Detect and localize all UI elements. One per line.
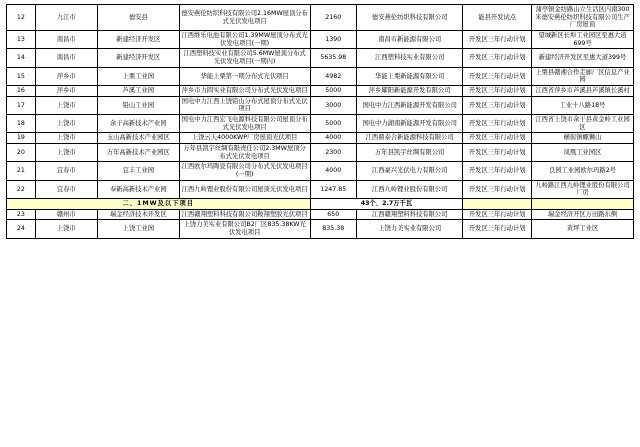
- cell-site: 九岭路江西九岭锂业股份有限公司厂房: [532, 180, 634, 198]
- cell-project: 萍乡市力圆实业有限公司分布式光伏发电项目: [179, 86, 310, 97]
- cell-index: 19: [7, 133, 36, 144]
- table-row: [7, 86, 634, 97]
- section-count: 43个、2.7万千瓦: [310, 199, 463, 210]
- cell-index: 16: [7, 86, 36, 97]
- cell-index: 24: [7, 220, 36, 238]
- cell-department: 开发区三年行动计划: [463, 144, 532, 162]
- cell-site: 工业十八路18号: [532, 96, 634, 114]
- cell-capacity: 835.38: [310, 220, 357, 238]
- cell-index: 15: [7, 67, 36, 85]
- cell-county: 万年高新技术产业园区: [97, 144, 179, 162]
- cell-project: 德安燕伦纺织科技有限公司2.16MW屋顶分布式光伏发电项目: [179, 5, 310, 31]
- cell-site: 江西省上饶市余干县黄金岭工业园区: [532, 115, 634, 133]
- cell-county: 玉山高新技术产业园区: [97, 133, 179, 144]
- cell-county: 新建经济开发区: [97, 31, 179, 49]
- cell-index: 22: [7, 180, 36, 198]
- cell-site: 望城新区长埠工业园区至惠大道699号: [532, 31, 634, 49]
- cell-department: 开发区三年行动计划: [463, 86, 532, 97]
- cell-owner: 南昌市新能源有限公司: [357, 31, 463, 49]
- cell-city: 上饶市: [35, 115, 97, 133]
- cell-site: 横街镇螺狮山: [532, 133, 634, 144]
- cell-owner: 国电中力江西新能源开发有限公司: [357, 96, 463, 114]
- cell-department: 开发区三年行动计划: [463, 49, 532, 67]
- cell-department: 开发区三年行动计划: [463, 180, 532, 198]
- section-blank-dept: [463, 199, 532, 210]
- table-row: [7, 96, 634, 114]
- table-row: [7, 162, 634, 180]
- cell-project: 江西欧尔玛陶瓷有限公司分布式光伏发电项目(一期): [179, 162, 310, 180]
- cell-owner: 江西鼎泰合新能源科技有限公司: [357, 133, 463, 144]
- cell-county: 芦溪工业园: [97, 86, 179, 97]
- table-row: [7, 133, 634, 144]
- table-row: [7, 144, 634, 162]
- cell-index: 17: [7, 96, 36, 114]
- cell-county: 上栗工业园: [97, 67, 179, 85]
- cell-county: 瑞金经济技术开发区: [97, 209, 179, 220]
- cell-site: 黄坪工业区: [532, 220, 634, 238]
- cell-city: 上饶市: [35, 220, 97, 238]
- cell-city: 萍乡市: [35, 86, 97, 97]
- cell-index: 23: [7, 209, 36, 220]
- cell-capacity: 2160: [310, 5, 357, 31]
- cell-project: 江西维乐电池有限公司1.39MW屋顶分布式光伏发电项目(一期): [179, 31, 310, 49]
- table-row: [7, 31, 634, 49]
- cell-project: 江西赣翔塑料科技有限公司鞍翔塑胶光伏项目: [179, 209, 310, 220]
- cell-city: 南昌市: [35, 49, 97, 67]
- table-row: [7, 5, 634, 31]
- cell-index: 12: [7, 5, 36, 31]
- cell-owner: 华能上栗新能源有限公司: [357, 67, 463, 85]
- cell-project: 国电中力江西宏飞电源科技有限公司屋顶分布式光伏发电项目: [179, 115, 310, 133]
- cell-index: 18: [7, 115, 36, 133]
- cell-owner: 国电中力湖南新能源开发有限公司: [357, 115, 463, 133]
- table-row: [7, 180, 634, 198]
- cell-capacity: 5000: [310, 86, 357, 97]
- cell-county: 铅山工业园: [97, 96, 179, 114]
- cell-project: 华能上栗第一期分布式光伏项目: [179, 67, 310, 85]
- cell-owner: 德安燕伦纺织科技有限公司: [357, 5, 463, 31]
- table-row: [7, 220, 634, 238]
- cell-project: 上饶力美实业有限公司B2厂区835.38KW光伏发电项目: [179, 220, 310, 238]
- cell-site: 江西省萍乡市芦溪县芦溪镇长溪村: [532, 86, 634, 97]
- cell-county: 宜丰工业园: [97, 162, 179, 180]
- cell-owner: 上饶力美实业有限公司: [357, 220, 463, 238]
- section-header-row: [7, 199, 634, 210]
- cell-capacity: 4982: [310, 67, 357, 85]
- cell-department: 开发区三年行动计划: [463, 209, 532, 220]
- cell-city: 南昌市: [35, 31, 97, 49]
- table-row: [7, 67, 634, 85]
- cell-owner: 萍乡耀阳新能源开发有限公司: [357, 86, 463, 97]
- cell-city: 上饶市: [35, 133, 97, 144]
- cell-index: 13: [7, 31, 36, 49]
- cell-site: 新建经济开发区至惠大道399号: [532, 49, 634, 67]
- cell-index: 21: [7, 162, 36, 180]
- cell-capacity: 2300: [310, 144, 357, 162]
- section-title: 二、1MW及以下项目: [7, 199, 311, 210]
- cell-department: 开发区三年行动计划: [463, 115, 532, 133]
- cell-owner: 万年县凯宇丝绸有限公司: [357, 144, 463, 162]
- table-row: [7, 49, 634, 67]
- cell-index: 20: [7, 144, 36, 162]
- cell-city: 上饶市: [35, 144, 97, 162]
- cell-project: 万年县凯宇丝绸有限责任公司2.3MW屋顶分布式光伏发电项目: [179, 144, 310, 162]
- table-row: [7, 115, 634, 133]
- cell-owner: 江西赣翔塑料科技有限公司: [357, 209, 463, 220]
- cell-city: 赣州市: [35, 209, 97, 220]
- section-blank-site: [532, 199, 634, 210]
- cell-capacity: 1247.85: [310, 180, 357, 198]
- cell-department: 开发区三年行动计划: [463, 96, 532, 114]
- cell-capacity: 4000: [310, 162, 357, 180]
- cell-capacity: 5000: [310, 115, 357, 133]
- cell-department: 开发区三年行动计划: [463, 162, 532, 180]
- table-body: [7, 5, 634, 239]
- cell-city: 宜春市: [35, 180, 97, 198]
- project-list-table: [6, 4, 634, 239]
- cell-project: 江西九岭锂业股份有限公司屋顶光伏发电项目: [179, 180, 310, 198]
- cell-site: 上栗县赣湘合作走廊厂区信息产业园: [532, 67, 634, 85]
- cell-county: 新建经济开发区: [97, 49, 179, 67]
- table-row: [7, 209, 634, 220]
- cell-county: 上饶工业园: [97, 220, 179, 238]
- cell-project: 上饶云天4000KWP厂房屋顶光伏项目: [179, 133, 310, 144]
- cell-owner: 江西塑料技实业有限公司: [357, 49, 463, 67]
- cell-capacity: 3000: [310, 96, 357, 114]
- cell-capacity: 4000: [310, 133, 357, 144]
- cell-county: 余干高新技术产业园: [97, 115, 179, 133]
- cell-project: 国电中力江西上饶铅山分布式屋顶分布式光伏项目: [179, 96, 310, 114]
- cell-site: 瑞金经济开区万田路东侧: [532, 209, 634, 220]
- cell-department: 开发区三年行动计划: [463, 133, 532, 144]
- cell-department: 开发区三年行动计划: [463, 67, 532, 85]
- cell-city: 九江市: [35, 5, 97, 31]
- cell-department: 能县开发试点: [463, 5, 532, 31]
- cell-city: 萍乡市: [35, 67, 97, 85]
- cell-site: 凤凰工业园区: [532, 144, 634, 162]
- cell-city: 上饶市: [35, 96, 97, 114]
- cell-site: 蒲亭镇金纺路山立生活区内南300米德安燕伦纺织科技有限公司生产厂房屋顶: [532, 5, 634, 31]
- cell-county: 德安县: [97, 5, 179, 31]
- cell-index: 14: [7, 49, 36, 67]
- cell-department: 开发区三年行动计划: [463, 220, 532, 238]
- cell-capacity: 5635.98: [310, 49, 357, 67]
- cell-county: 奉新高新技术产业园: [97, 180, 179, 198]
- cell-city: 宜春市: [35, 162, 97, 180]
- cell-owner: 江西九岭锂业股份有限公司: [357, 180, 463, 198]
- cell-capacity: 650: [310, 209, 357, 220]
- cell-capacity: 1390: [310, 31, 357, 49]
- cell-owner: 江西豪兴光伏电力有限公司: [357, 162, 463, 180]
- cell-site: 良园工业园欧尔玛路2号: [532, 162, 634, 180]
- cell-project: 江西塑料技实业有限公司5.6MW屋顶分布式光伏发电项目(一期内): [179, 49, 310, 67]
- cell-department: 开发区三年行动计划: [463, 31, 532, 49]
